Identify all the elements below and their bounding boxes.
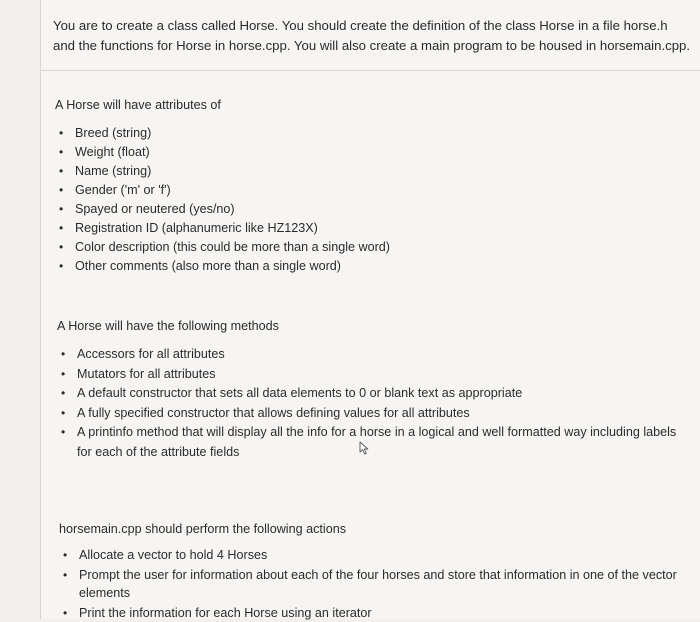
bullet-icon: •	[63, 568, 68, 582]
list-item	[57, 404, 677, 424]
list-item-text: Mutators for all attributes	[77, 366, 216, 381]
list-item	[55, 257, 675, 276]
bullet-icon: •	[63, 548, 68, 562]
assignment-page	[40, 0, 700, 619]
list-item-text: Color description (this could be more than a single word)	[75, 240, 390, 254]
bullet-icon: •	[63, 606, 68, 620]
attributes-list	[55, 124, 675, 276]
list-item	[59, 566, 689, 602]
list-item	[55, 219, 675, 238]
list-item	[55, 238, 675, 257]
mouse-pointer-icon	[359, 441, 371, 455]
list-item	[55, 143, 675, 162]
bullet-icon: •	[59, 202, 64, 216]
list-item	[59, 546, 689, 564]
list-item	[57, 345, 677, 365]
bullet-icon: •	[59, 164, 64, 178]
intro-paragraph: You are to create a class called Horse. You should create the definition of the class Horse in a file horse.h and the functions for Horse in horse.cpp. You will also create a main program to be housed in horsemain.cpp.	[53, 18, 691, 53]
section-divider	[41, 70, 700, 71]
bullet-icon: •	[59, 259, 64, 273]
bullet-icon: •	[59, 126, 64, 140]
main-program-section	[59, 520, 689, 622]
list-item-text: Print the information for each Horse using an iterator	[79, 606, 372, 620]
main-heading: horsemain.cpp should perform the following actions	[59, 522, 347, 536]
list-item-text: Breed (string)	[75, 126, 152, 140]
list-item	[55, 124, 675, 143]
list-item	[55, 200, 675, 219]
list-item-text: Spayed or neutered (yes/no)	[75, 202, 235, 216]
list-item	[59, 604, 689, 622]
bullet-icon: •	[61, 425, 66, 439]
list-item	[55, 181, 675, 200]
bullet-icon: •	[59, 145, 64, 159]
list-item-text: Registration ID (alphanumeric like HZ123X)	[75, 221, 318, 235]
list-item	[57, 365, 677, 385]
list-item	[57, 384, 677, 404]
list-item-text: Other comments (also more than a single word)	[75, 259, 341, 273]
bullet-icon: •	[61, 405, 66, 420]
list-item-text: Prompt the user for information about each of the four horses and store that information in one of the vector elements	[79, 568, 677, 600]
bullet-icon: •	[61, 386, 66, 400]
attributes-heading: A Horse will have attributes of	[55, 98, 221, 112]
bullet-icon: •	[61, 366, 66, 381]
list-item	[55, 162, 675, 181]
list-item-text: A printinfo method that will display all the info for a horse in a logical and well formatted way including labels for each of the attribute fields	[77, 425, 677, 459]
list-item-text: A fully specified constructor that allows defining values for all attributes	[77, 405, 470, 420]
list-item-text: Allocate a vector to hold 4 Horses	[79, 548, 268, 562]
methods-heading: A Horse will have the following methods	[57, 319, 279, 333]
bullet-icon: •	[61, 347, 66, 361]
list-item-text: Accessors for all attributes	[77, 347, 225, 361]
bullet-icon: •	[59, 221, 64, 235]
attributes-section	[55, 96, 675, 276]
bullet-icon: •	[59, 183, 64, 197]
list-item-text: Weight (float)	[75, 145, 150, 159]
list-item-text: A default constructor that sets all data elements to 0 or blank text as appropriate	[77, 386, 523, 400]
main-actions-list	[59, 546, 689, 622]
bullet-icon: •	[59, 240, 64, 254]
list-item-text: Name (string)	[75, 164, 152, 178]
list-item-text: Gender ('m' or 'f')	[75, 183, 171, 197]
